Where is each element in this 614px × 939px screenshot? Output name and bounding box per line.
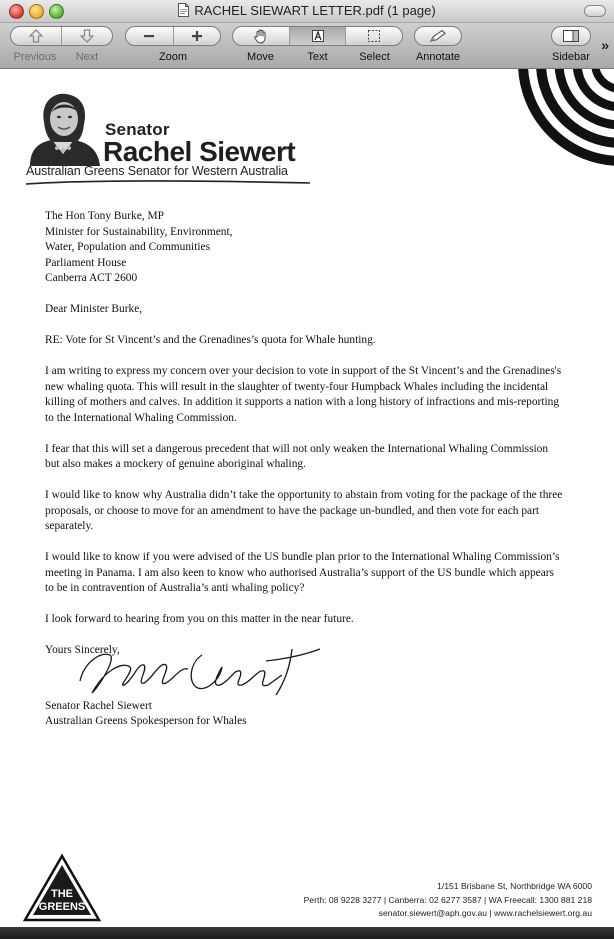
logo-text-the: THE xyxy=(51,888,73,900)
previous-label: Previous xyxy=(13,51,57,63)
window-titlebar xyxy=(0,0,614,23)
footer-contact: senator.siewert@aph.gov.au | www.rachelsiewert.org.au xyxy=(378,908,592,918)
footer-address: 1/151 Brisbane St, Northbridge WA 6000 xyxy=(437,881,592,891)
toolbar-toggle-button[interactable] xyxy=(584,5,606,17)
address-line: The Hon Tony Burke, MP xyxy=(45,210,164,222)
letter-footer xyxy=(304,880,592,921)
body-paragraph: I fear that this will set a dangerous precedent that will not only weaken the International Whaling Commission but also makes a mockery of genuine aboriginal whaling. xyxy=(45,442,549,470)
next-page-button[interactable] xyxy=(62,27,112,45)
toolbar xyxy=(0,23,614,69)
signature-area xyxy=(45,659,565,699)
signer-name: Senator Rachel Siewert xyxy=(45,699,152,712)
hand-icon xyxy=(253,28,269,44)
sidebar-label: Sidebar xyxy=(552,51,590,63)
letterhead-underline-graphic xyxy=(24,176,314,186)
window-bottom-edge xyxy=(0,927,614,939)
body-paragraph: I look forward to hearing from you on this matter in the near future. xyxy=(45,613,354,625)
letterhead-tagline: Australian Greens Senator for Western Australia xyxy=(26,164,288,178)
marquee-select-icon xyxy=(366,28,382,44)
text-label: Text xyxy=(307,51,328,63)
arrow-down-icon xyxy=(80,29,94,43)
subject-line: RE: Vote for St Vincent’s and the Grenadines’s quota for Whale hunting. xyxy=(45,334,376,346)
body-paragraph: I am writing to express my concern over your decision to vote in support of the St Vincent’s and the Grenadines's new whaling quota. This will result in the slaughter of twenty-four Humpback Whales including the incidental killing of mothers and calves. In addition it supports a nation with a long history of infractions and mis-reporting to the International Whaling Commission. xyxy=(45,365,562,424)
pencil-icon xyxy=(429,29,447,43)
zoom-out-button[interactable] xyxy=(126,27,174,45)
previous-page-button[interactable] xyxy=(11,27,62,45)
move-tool-button[interactable] xyxy=(233,27,290,45)
page-nav-control xyxy=(10,26,113,46)
toolbar-overflow-button[interactable]: » xyxy=(601,37,609,53)
select-tool-button[interactable] xyxy=(346,27,402,45)
annotate-button-face[interactable] xyxy=(415,27,461,45)
annotate-button[interactable] xyxy=(414,26,462,46)
pdf-page xyxy=(0,69,614,927)
footer-phones: Perth: 08 9228 3277 | Canberra: 02 6277 3587 | WA Freecall: 1300 881 218 xyxy=(303,894,592,905)
logo-text-greens: GREENS xyxy=(38,901,86,913)
body-paragraph: I would like to know why Australia didn’t take the opportunity to abstain from voting for the package of the three proposals, or choose to move for an amendment to have the package un-bundled, and then vote for each part separately. xyxy=(45,489,563,532)
letterhead-senator-name: Rachel Siewert xyxy=(103,136,296,167)
sidebar-icon xyxy=(562,29,580,43)
window-title-area xyxy=(0,3,614,18)
minus-icon xyxy=(142,29,156,43)
next-label: Next xyxy=(75,51,99,63)
body-paragraph: I would like to know if you were advised of the US bundle plan prior to the International Whaling Commission’s meeting in Panama. I am also keen to know who authorised Australia’s support of the US bundle which appears to be in contravention of Australia’s anti whaling policy? xyxy=(45,551,560,594)
address-line: Canberra ACT 2600 xyxy=(45,272,138,284)
letterhead-swirl-graphic xyxy=(509,69,614,177)
address-line: Water, Population and Communities xyxy=(45,241,211,253)
sidebar-button[interactable] xyxy=(551,26,591,46)
signer-title: Australian Greens Spokesperson for Whales xyxy=(45,715,247,727)
closing: Yours Sincerely, xyxy=(45,644,120,656)
address-line: Minister for Sustainability, Environment, xyxy=(45,225,233,238)
senator-portrait-image xyxy=(22,92,104,166)
text-cursor-icon xyxy=(310,28,326,44)
plus-icon xyxy=(190,29,204,43)
select-label: Select xyxy=(359,51,390,63)
letterhead-senator-word: Senator xyxy=(105,120,170,139)
tool-mode-control xyxy=(232,26,403,46)
zoom-in-button[interactable] xyxy=(174,27,221,45)
zoom-label: Zoom xyxy=(158,51,188,63)
greens-triangle-logo xyxy=(22,853,102,923)
handwritten-signature xyxy=(70,641,330,701)
letter-body xyxy=(45,209,565,730)
pdf-document-icon xyxy=(178,3,189,17)
zoom-control xyxy=(125,26,221,46)
move-label: Move xyxy=(247,51,274,63)
recipient-address xyxy=(45,209,565,287)
window-title: RACHEL SIEWART LETTER.pdf (1 page) xyxy=(194,3,436,18)
salutation: Dear Minister Burke, xyxy=(45,303,143,315)
arrow-up-icon xyxy=(29,29,43,43)
sidebar-button-face[interactable] xyxy=(552,27,590,45)
text-tool-button[interactable] xyxy=(290,27,347,45)
address-line: Parliament House xyxy=(45,256,127,269)
annotate-label: Annotate xyxy=(415,51,461,63)
